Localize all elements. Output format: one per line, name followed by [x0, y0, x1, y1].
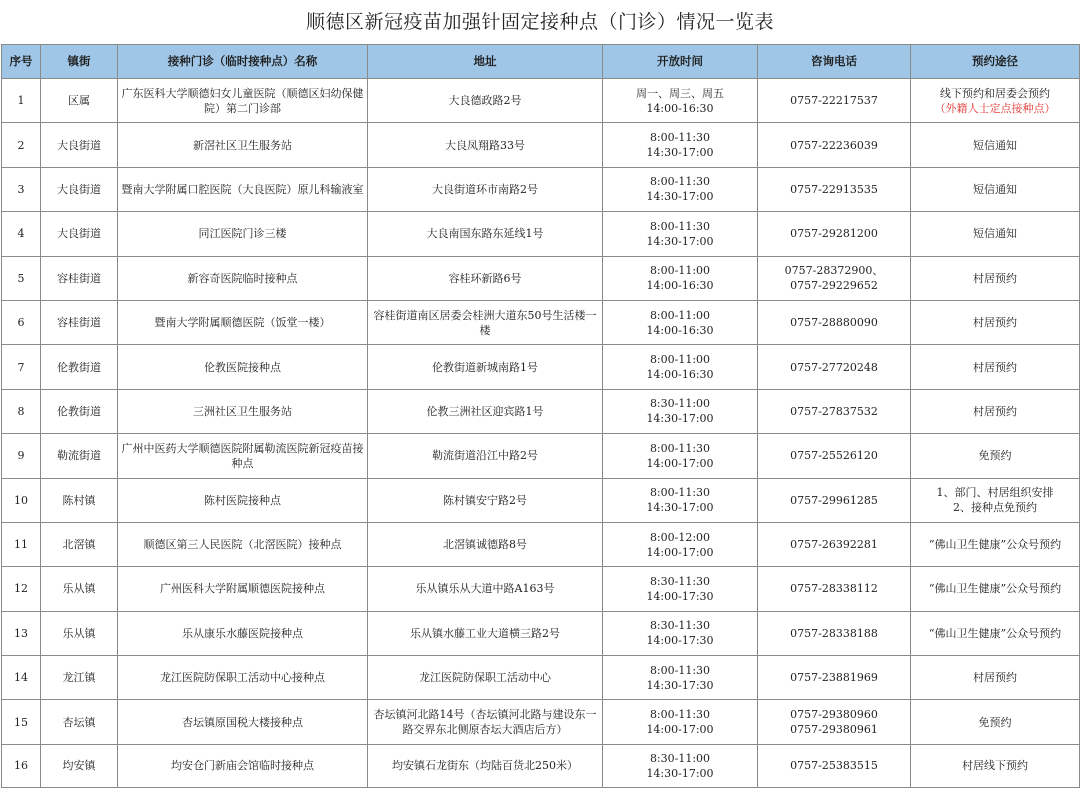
- table-row: [2, 212, 1080, 256]
- cell-no: 6: [2, 300, 41, 344]
- booking-line: “佛山卫生健康”公众号预约: [928, 582, 1062, 596]
- cell-address: 乐从镇水藤工业大道横三路2号: [368, 611, 603, 655]
- phone-line: 0757-29229652: [790, 279, 878, 293]
- cell-address: 伦教三洲社区迎宾路1号: [368, 389, 603, 433]
- booking-line: 村居预约: [973, 271, 1017, 285]
- hours-line: 14:00-17:30: [646, 634, 714, 648]
- cell-no: 7: [2, 345, 41, 389]
- cell-town: 容桂街道: [41, 256, 118, 300]
- cell-hours: [603, 256, 758, 300]
- cell-town: 乐从镇: [41, 611, 118, 655]
- cell-hours: [603, 389, 758, 433]
- cell-phone: [758, 522, 911, 566]
- hours-line: 8:00-11:30: [649, 219, 711, 233]
- hours-line: 14:00-17:00: [646, 723, 714, 737]
- cell-hours: [603, 478, 758, 522]
- cell-site-name: 广州医科大学附属顺德医院接种点: [118, 567, 368, 611]
- vaccination-sites-table: [1, 44, 1080, 788]
- table-header-row: [2, 45, 1080, 79]
- cell-hours: [603, 656, 758, 700]
- hours-line: 14:30-17:00: [646, 412, 714, 426]
- booking-line: 2、接种点免预约: [953, 501, 1037, 515]
- hours-line: 8:30-11:30: [649, 619, 711, 633]
- cell-address: 容桂街道南区居委会桂洲大道东50号生活楼一楼: [368, 300, 603, 344]
- page-title: 顺德区新冠疫苗加强针固定接种点（门诊）情况一览表: [305, 11, 774, 33]
- cell-booking: [911, 212, 1080, 256]
- phone-line: 0757-29380960: [790, 708, 878, 722]
- phone-line: 0757-26392281: [790, 538, 878, 552]
- cell-booking: [911, 300, 1080, 344]
- cell-hours: [603, 744, 758, 787]
- booking-line: 免预约: [978, 715, 1012, 729]
- cell-site-name: 暨南大学附属顺德医院（饭堂一楼）: [118, 300, 368, 344]
- hours-line: 14:00-17:00: [646, 456, 714, 470]
- cell-town: 均安镇: [41, 744, 118, 787]
- cell-booking: [911, 656, 1080, 700]
- cell-phone: [758, 478, 911, 522]
- table-row: [2, 167, 1080, 211]
- cell-phone: [758, 389, 911, 433]
- cell-town: 勒流街道: [41, 434, 118, 478]
- cell-address: 容桂环新路6号: [368, 256, 603, 300]
- hours-line: 8:00-11:30: [649, 441, 711, 455]
- table-row: [2, 656, 1080, 700]
- hours-line: 14:00-16:30: [646, 279, 714, 293]
- cell-site-name: 同江医院门诊三楼: [118, 212, 368, 256]
- hours-line: 14:00-17:30: [646, 589, 714, 603]
- cell-hours: [603, 522, 758, 566]
- hours-line: 8:30-11:00: [649, 397, 711, 411]
- table-row: [2, 345, 1080, 389]
- cell-address: 均安镇石龙街东（均陆百货北250米）: [368, 744, 603, 787]
- hours-line: 8:00-11:00: [649, 353, 711, 367]
- booking-line: 村居预约: [973, 671, 1017, 685]
- cell-no: 5: [2, 256, 41, 300]
- cell-booking: [911, 345, 1080, 389]
- cell-phone: [758, 256, 911, 300]
- cell-address: 伦教街道新城南路1号: [368, 345, 603, 389]
- hours-line: 14:30-17:00: [646, 501, 714, 515]
- cell-phone: [758, 744, 911, 787]
- phone-line: 0757-28372900、: [784, 264, 884, 278]
- hours-line: 8:00-11:30: [649, 175, 711, 189]
- column-header-booking: 预约途径: [911, 45, 1080, 79]
- table-row: [2, 434, 1080, 478]
- booking-line: “佛山卫生健康”公众号预约: [928, 538, 1062, 552]
- cell-town: 陈村镇: [41, 478, 118, 522]
- phone-line: 0757-28338112: [790, 582, 878, 596]
- cell-town: 伦教街道: [41, 345, 118, 389]
- cell-address: 大良街道环市南路2号: [368, 167, 603, 211]
- cell-town: 大良街道: [41, 123, 118, 167]
- hours-line: 14:30-17:30: [646, 678, 714, 692]
- cell-no: 8: [2, 389, 41, 433]
- cell-hours: [603, 700, 758, 744]
- hours-line: 周一、周三、周五: [636, 86, 724, 100]
- cell-hours: [603, 345, 758, 389]
- phone-line: 0757-23881969: [790, 671, 878, 685]
- cell-site-name: 杏坛镇原国税大楼接种点: [118, 700, 368, 744]
- cell-phone: [758, 123, 911, 167]
- table-row: [2, 478, 1080, 522]
- table-row: [2, 611, 1080, 655]
- column-header-site-name: 接种门诊（临时接种点）名称: [118, 45, 368, 79]
- cell-site-name: 新滘社区卫生服务站: [118, 123, 368, 167]
- hours-line: 14:00-17:00: [646, 545, 714, 559]
- cell-site-name: 乐从康乐水藤医院接种点: [118, 611, 368, 655]
- cell-phone: [758, 300, 911, 344]
- cell-address: 大良南国东路东延线1号: [368, 212, 603, 256]
- cell-no: 2: [2, 123, 41, 167]
- cell-address: 乐从镇乐从大道中路A163号: [368, 567, 603, 611]
- cell-town: 伦教街道: [41, 389, 118, 433]
- table-row: [2, 567, 1080, 611]
- phone-line: 0757-25526120: [790, 449, 878, 463]
- column-header-phone: 咨询电话: [758, 45, 911, 79]
- cell-town: 北滘镇: [41, 522, 118, 566]
- cell-site-name: 广州中医药大学顺德医院附属勒流医院新冠疫苗接种点: [118, 434, 368, 478]
- booking-line: 1、部门、村居组织安排: [936, 486, 1054, 500]
- hours-line: 8:00-11:00: [649, 264, 711, 278]
- cell-site-name: 陈村医院接种点: [118, 478, 368, 522]
- booking-line: 短信通知: [973, 182, 1017, 196]
- cell-no: 11: [2, 522, 41, 566]
- cell-site-name: 暨南大学附属口腔医院（大良医院）原儿科输液室: [118, 167, 368, 211]
- cell-address: 北滘镇诚德路8号: [368, 522, 603, 566]
- cell-address: 勒流街道沿江中路2号: [368, 434, 603, 478]
- cell-phone: [758, 167, 911, 211]
- hours-line: 8:00-12:00: [649, 530, 711, 544]
- booking-line: 短信通知: [973, 138, 1017, 152]
- cell-booking: [911, 744, 1080, 787]
- booking-line: 线下预约和居委会预约: [940, 86, 1050, 100]
- hours-line: 14:00-16:30: [646, 323, 714, 337]
- cell-no: 14: [2, 656, 41, 700]
- cell-phone: [758, 345, 911, 389]
- hours-line: 8:00-11:00: [649, 308, 711, 322]
- hours-line: 8:00-11:30: [649, 131, 711, 145]
- cell-hours: [603, 611, 758, 655]
- hours-line: 14:30-17:00: [646, 146, 714, 160]
- booking-line: “佛山卫生健康”公众号预约: [928, 626, 1062, 640]
- cell-site-name: 伦教医院接种点: [118, 345, 368, 389]
- cell-no: 12: [2, 567, 41, 611]
- phone-line: 0757-22217537: [790, 94, 878, 108]
- hours-line: 14:30-17:00: [646, 766, 714, 780]
- cell-hours: [603, 567, 758, 611]
- booking-line: 村居预约: [973, 316, 1017, 330]
- phone-line: 0757-28880090: [790, 316, 878, 330]
- cell-town: 区属: [41, 79, 118, 123]
- cell-site-name: 顺德区第三人民医院（北滘医院）接种点: [118, 522, 368, 566]
- cell-hours: [603, 167, 758, 211]
- cell-no: 3: [2, 167, 41, 211]
- cell-booking: [911, 434, 1080, 478]
- cell-town: 大良街道: [41, 212, 118, 256]
- hours-line: 14:30-17:00: [646, 190, 714, 204]
- cell-no: 9: [2, 434, 41, 478]
- cell-booking: [911, 611, 1080, 655]
- cell-booking: [911, 478, 1080, 522]
- cell-site-name: 龙江医院防保职工活动中心接种点: [118, 656, 368, 700]
- column-header-address: 地址: [368, 45, 603, 79]
- booking-line: 村居线下预约: [962, 759, 1028, 773]
- booking-line: 村居预约: [973, 404, 1017, 418]
- phone-line: 0757-27720248: [790, 360, 878, 374]
- phone-line: 0757-27837532: [790, 404, 878, 418]
- cell-site-name: 新容奇医院临时接种点: [118, 256, 368, 300]
- cell-address: 陈村镇安宁路2号: [368, 478, 603, 522]
- cell-site-name: 广东医科大学顺德妇女儿童医院（顺德区妇幼保健院）第二门诊部: [118, 79, 368, 123]
- hours-line: 8:00-11:30: [649, 708, 711, 722]
- cell-site-name: 均安仓门新庙会馆临时接种点: [118, 744, 368, 787]
- phone-line: 0757-22236039: [790, 138, 878, 152]
- cell-phone: [758, 79, 911, 123]
- cell-no: 16: [2, 744, 41, 787]
- cell-booking: [911, 700, 1080, 744]
- hours-line: 8:30-11:30: [649, 574, 711, 588]
- cell-hours: [603, 79, 758, 123]
- cell-phone: [758, 567, 911, 611]
- cell-no: 10: [2, 478, 41, 522]
- cell-phone: [758, 434, 911, 478]
- phone-line: 0757-29281200: [790, 227, 878, 241]
- column-header-no: 序号: [2, 45, 41, 79]
- cell-no: 13: [2, 611, 41, 655]
- phone-line: 0757-28338188: [790, 626, 878, 640]
- cell-town: 杏坛镇: [41, 700, 118, 744]
- cell-hours: [603, 123, 758, 167]
- table-row: [2, 700, 1080, 744]
- cell-town: 龙江镇: [41, 656, 118, 700]
- table-row: [2, 300, 1080, 344]
- cell-phone: [758, 212, 911, 256]
- booking-line: 短信通知: [973, 227, 1017, 241]
- cell-booking: [911, 256, 1080, 300]
- column-header-hours: 开放时间: [603, 45, 758, 79]
- cell-hours: [603, 212, 758, 256]
- booking-line: 免预约: [978, 449, 1012, 463]
- phone-line: 0757-25383515: [790, 759, 878, 773]
- phone-line: 0757-22913535: [790, 182, 878, 196]
- cell-booking: [911, 167, 1080, 211]
- table-row: [2, 522, 1080, 566]
- hours-line: 8:00-11:30: [649, 663, 711, 677]
- cell-phone: [758, 700, 911, 744]
- hours-line: 8:30-11:00: [649, 751, 711, 765]
- table-row: [2, 123, 1080, 167]
- cell-no: 15: [2, 700, 41, 744]
- cell-booking: [911, 522, 1080, 566]
- cell-town: 容桂街道: [41, 300, 118, 344]
- table-row: [2, 744, 1080, 787]
- cell-no: 4: [2, 212, 41, 256]
- cell-booking: [911, 567, 1080, 611]
- cell-booking: [911, 79, 1080, 123]
- phone-line: 0757-29380961: [790, 723, 878, 737]
- cell-booking: [911, 389, 1080, 433]
- cell-hours: [603, 300, 758, 344]
- hours-line: 8:00-11:30: [649, 486, 711, 500]
- cell-booking: [911, 123, 1080, 167]
- booking-line: 村居预约: [973, 360, 1017, 374]
- cell-phone: [758, 656, 911, 700]
- hours-line: 14:00-16:30: [646, 101, 714, 115]
- phone-line: 0757-29961285: [790, 493, 878, 507]
- cell-hours: [603, 434, 758, 478]
- cell-town: 大良街道: [41, 167, 118, 211]
- column-header-town: 镇街: [41, 45, 118, 79]
- hours-line: 14:30-17:00: [646, 234, 714, 248]
- hours-line: 14:00-16:30: [646, 368, 714, 382]
- cell-site-name: 三洲社区卫生服务站: [118, 389, 368, 433]
- cell-town: 乐从镇: [41, 567, 118, 611]
- table-row: [2, 389, 1080, 433]
- cell-address: 龙江医院防保职工活动中心: [368, 656, 603, 700]
- table-row: [2, 79, 1080, 123]
- cell-address: 大良德政路2号: [368, 79, 603, 123]
- cell-phone: [758, 611, 911, 655]
- booking-note: （外籍人士定点接种点）: [934, 101, 1056, 115]
- cell-address: 杏坛镇河北路14号（杏坛镇河北路与建设东一路交界东北侧原杏坛大酒店后方）: [368, 700, 603, 744]
- cell-address: 大良凤翔路33号: [368, 123, 603, 167]
- cell-no: 1: [2, 79, 41, 123]
- table-row: [2, 256, 1080, 300]
